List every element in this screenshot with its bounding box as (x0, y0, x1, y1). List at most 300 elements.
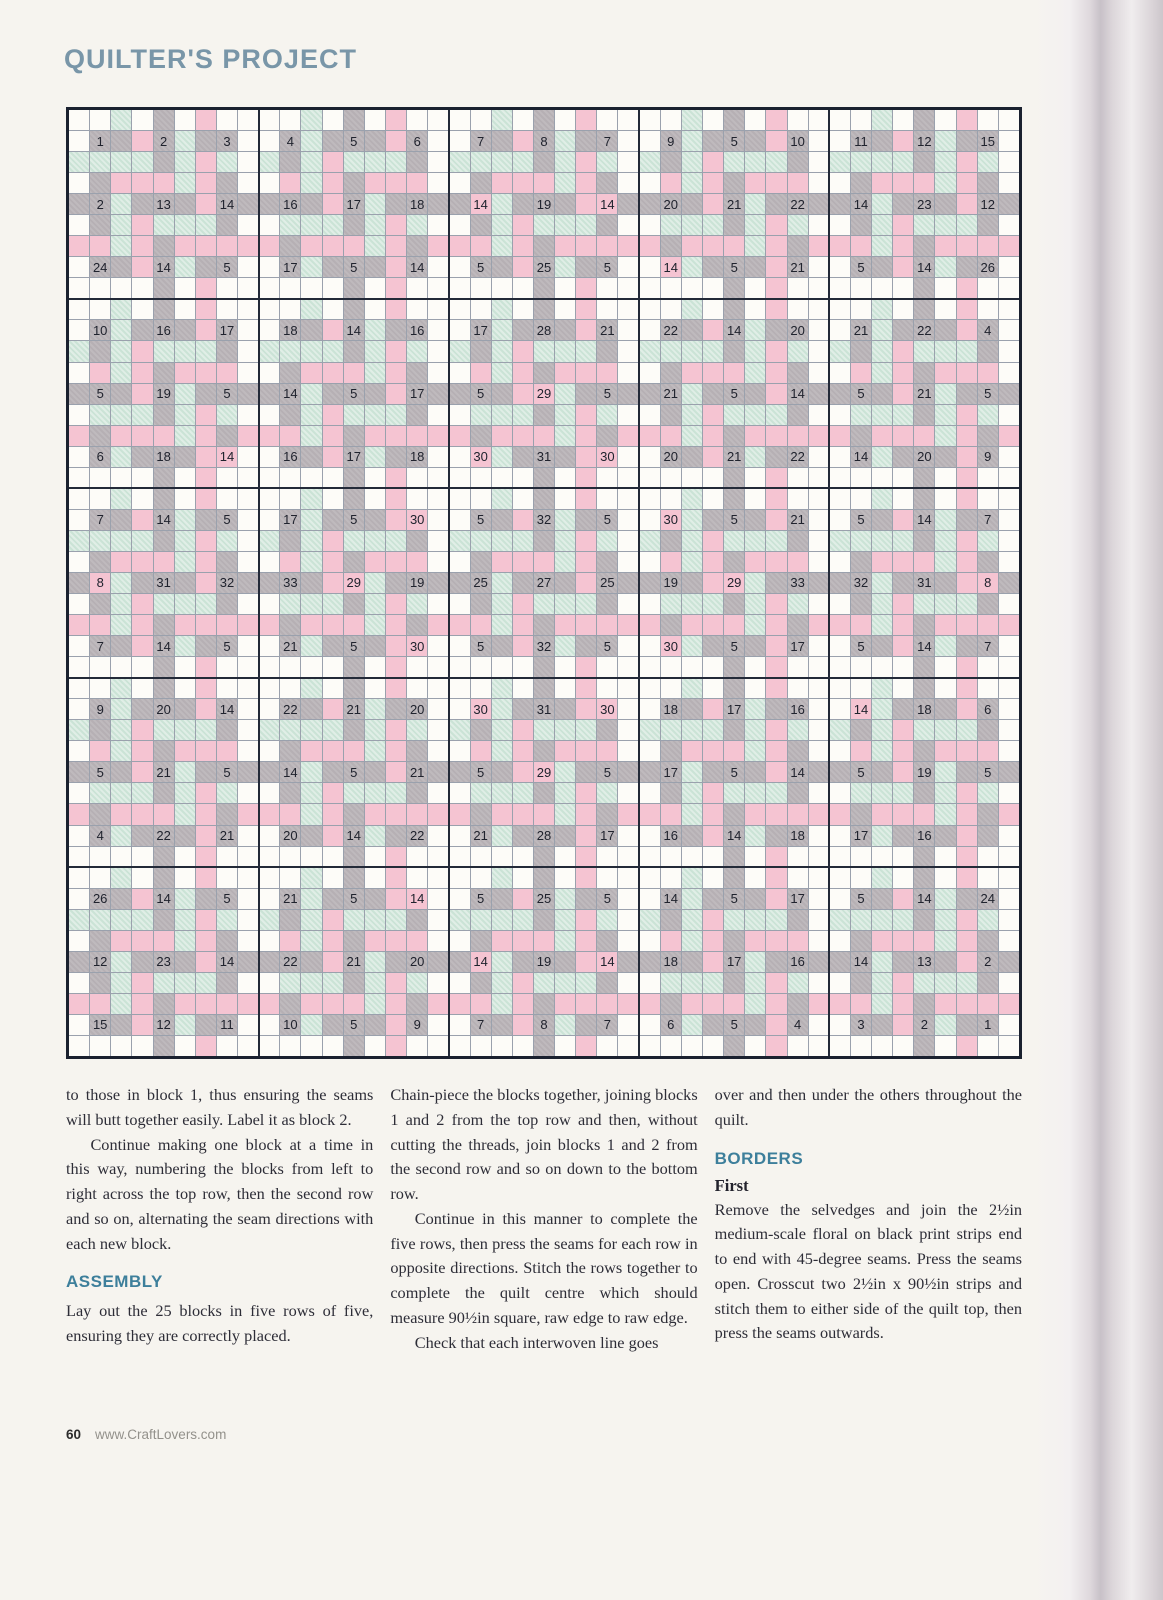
quilt-cell (238, 594, 258, 614)
quilt-cell (90, 152, 110, 172)
body-paragraph: over and then under the others throughout the quilt. (714, 1085, 1022, 1129)
quilt-cell (259, 531, 279, 551)
quilt-cell (914, 910, 934, 930)
quilt-cell (830, 783, 850, 803)
quilt-cell (301, 741, 321, 761)
quilt-cell (513, 131, 533, 151)
quilt-cell (513, 215, 533, 235)
quilt-cell (788, 1036, 808, 1056)
quilt-cell (428, 594, 448, 614)
quilt-cell (90, 405, 110, 425)
quilt-cell (449, 594, 469, 614)
quilt-cell (196, 110, 216, 130)
quilt-cell (978, 804, 998, 824)
block-number-cell: 5 (344, 636, 364, 656)
quilt-cell (766, 973, 786, 993)
quilt-cell (851, 994, 871, 1014)
quilt-cell (365, 552, 385, 572)
quilt-cell (534, 594, 554, 614)
block-number-cell: 14 (154, 889, 174, 909)
quilt-cell (766, 573, 786, 593)
quilt-cell (745, 384, 765, 404)
quilt-cell (957, 573, 977, 593)
quilt-cell (259, 447, 279, 467)
quilt-cell (90, 931, 110, 951)
quilt-cell (640, 468, 660, 488)
quilt-cell (132, 1036, 152, 1056)
quilt-cell (344, 552, 364, 572)
quilt-cell (407, 804, 427, 824)
quilt-cell (471, 363, 491, 383)
quilt-cell (449, 110, 469, 130)
quilt-cell (682, 215, 702, 235)
quilt-cell (154, 910, 174, 930)
page-title: QUILTER'S PROJECT (64, 44, 357, 74)
quilt-cell (280, 405, 300, 425)
quilt-cell (999, 847, 1019, 867)
quilt-cell (978, 299, 998, 319)
quilt-cell (576, 741, 596, 761)
quilt-cell (872, 636, 892, 656)
quilt-cell (449, 152, 469, 172)
quilt-cell (935, 847, 955, 867)
block-number-cell: 5 (851, 889, 871, 909)
quilt-cell (196, 194, 216, 214)
quilt-cell (555, 594, 575, 614)
quilt-cell (132, 573, 152, 593)
quilt-cell (111, 741, 131, 761)
quilt-cell (978, 215, 998, 235)
quilt-cell (513, 257, 533, 277)
quilt-cell (809, 152, 829, 172)
quilt-cell (132, 636, 152, 656)
quilt-cell (492, 1036, 512, 1056)
quilt-cell (703, 636, 723, 656)
quilt-cell (682, 299, 702, 319)
article-column-1 (66, 1083, 373, 1355)
quilt-cell (618, 804, 638, 824)
quilt-cell (386, 426, 406, 446)
quilt-cell (344, 994, 364, 1014)
block-number-cell: 8 (534, 131, 554, 151)
quilt-cell (175, 384, 195, 404)
quilt-cell (111, 152, 131, 172)
quilt-cell (724, 341, 744, 361)
quilt-cell (196, 384, 216, 404)
quilt-cell (703, 931, 723, 951)
quilt-cell (999, 363, 1019, 383)
quilt-cell (449, 215, 469, 235)
quilt-cell (703, 741, 723, 761)
quilt-cell (703, 405, 723, 425)
quilt-cell (301, 826, 321, 846)
quilt-cell (301, 657, 321, 677)
quilt-cell (513, 531, 533, 551)
quilt-cell (238, 952, 258, 972)
quilt-cell (640, 447, 660, 467)
quilt-cell (344, 236, 364, 256)
block-number-cell: 5 (471, 257, 491, 277)
quilt-cell (809, 426, 829, 446)
quilt-cell (745, 1015, 765, 1035)
quilt-cell (745, 131, 765, 151)
quilt-cell (259, 1036, 279, 1056)
quilt-cell (978, 973, 998, 993)
quilt-cell (69, 994, 89, 1014)
quilt-cell (428, 783, 448, 803)
quilt-cell (809, 720, 829, 740)
quilt-cell (893, 952, 913, 972)
quilt-cell (893, 594, 913, 614)
quilt-cell (893, 615, 913, 635)
quilt-cell (957, 510, 977, 530)
quilt-cell (555, 699, 575, 719)
quilt-cell (851, 973, 871, 993)
quilt-cell (407, 847, 427, 867)
quilt-cell (999, 447, 1019, 467)
quilt-cell (640, 363, 660, 383)
quilt-cell (724, 678, 744, 698)
block-number-cell: 2 (978, 952, 998, 972)
quilt-cell (238, 468, 258, 488)
quilt-cell (238, 720, 258, 740)
quilt-cell (809, 173, 829, 193)
quilt-cell (280, 489, 300, 509)
quilt-cell (661, 847, 681, 867)
quilt-cell (492, 973, 512, 993)
quilt-cell (830, 762, 850, 782)
quilt-cell (492, 804, 512, 824)
quilt-cell (935, 363, 955, 383)
block-number-cell: 5 (597, 636, 617, 656)
block-number-cell: 5 (90, 384, 110, 404)
quilt-cell (661, 868, 681, 888)
block-number-cell: 5 (90, 762, 110, 782)
block-number-cell: 29 (534, 384, 554, 404)
quilt-cell (766, 678, 786, 698)
block-number-cell: 10 (90, 320, 110, 340)
quilt-cell (196, 615, 216, 635)
quilt-cell (428, 910, 448, 930)
quilt-cell (576, 720, 596, 740)
block-number-cell: 16 (407, 320, 427, 340)
quilt-cell (999, 194, 1019, 214)
quilt-cell (238, 278, 258, 298)
quilt-cell (259, 552, 279, 572)
quilt-cell (555, 194, 575, 214)
quilt-cell (301, 236, 321, 256)
quilt-cell (428, 531, 448, 551)
quilt-cell (154, 720, 174, 740)
quilt-cell (597, 236, 617, 256)
quilt-cell (724, 489, 744, 509)
quilt-cell (492, 910, 512, 930)
quilt-cell (682, 468, 702, 488)
quilt-cell (111, 804, 131, 824)
quilt-cell (957, 973, 977, 993)
quilt-cell (449, 573, 469, 593)
quilt-cell (597, 910, 617, 930)
quilt-cell (830, 194, 850, 214)
block-number-cell: 5 (724, 636, 744, 656)
quilt-cell (999, 278, 1019, 298)
quilt-cell (640, 678, 660, 698)
quilt-cell (175, 320, 195, 340)
quilt-cell (534, 405, 554, 425)
quilt-cell (576, 615, 596, 635)
quilt-cell (597, 152, 617, 172)
quilt-cell (238, 320, 258, 340)
quilt-cell (217, 152, 237, 172)
quilt-cell (513, 510, 533, 530)
quilt-cell (766, 636, 786, 656)
quilt-cell (471, 594, 491, 614)
quilt-cell (69, 699, 89, 719)
quilt-cell (872, 594, 892, 614)
quilt-cell (90, 741, 110, 761)
block-number-cell: 17 (280, 510, 300, 530)
quilt-cell (90, 594, 110, 614)
quilt-cell (978, 1036, 998, 1056)
quilt-cell (175, 447, 195, 467)
quilt-cell (893, 257, 913, 277)
quilt-cell (238, 447, 258, 467)
quilt-cell (872, 931, 892, 951)
block-number-cell: 14 (217, 952, 237, 972)
body-paragraph: Continue making one block at a time in this way, numbering the blocks from left to right across the top row, then the second row and so on, alternating the seam directions with each new block. (66, 1134, 374, 1253)
quilt-cell (745, 678, 765, 698)
quilt-cell (576, 320, 596, 340)
quilt-cell (238, 131, 258, 151)
quilt-cell (344, 847, 364, 867)
quilt-cell (534, 678, 554, 698)
quilt-cell (259, 994, 279, 1014)
quilt-cell (449, 320, 469, 340)
quilt-cell (957, 868, 977, 888)
quilt-cell (872, 889, 892, 909)
quilt-cell (618, 384, 638, 404)
quilt-cell (957, 489, 977, 509)
quilt-cell (323, 341, 343, 361)
quilt-cell (513, 426, 533, 446)
quilt-cell (217, 552, 237, 572)
quilt-cell (935, 573, 955, 593)
quilt-cell (661, 678, 681, 698)
quilt-cell (449, 341, 469, 361)
quilt-cell (492, 826, 512, 846)
quilt-cell (513, 657, 533, 677)
quilt-cell (196, 952, 216, 972)
quilt-cell (576, 215, 596, 235)
quilt-cell (618, 573, 638, 593)
quilt-cell (618, 678, 638, 698)
quilt-cell (682, 447, 702, 467)
block-number-cell: 30 (407, 510, 427, 530)
quilt-cell (830, 131, 850, 151)
quilt-cell (344, 363, 364, 383)
quilt-cell (703, 889, 723, 909)
block-number-cell: 30 (661, 636, 681, 656)
quilt-cell (914, 847, 934, 867)
quilt-cell (90, 110, 110, 130)
quilt-cell (111, 194, 131, 214)
quilt-cell (69, 952, 89, 972)
quilt-cell (217, 426, 237, 446)
quilt-cell (534, 426, 554, 446)
quilt-cell (154, 363, 174, 383)
quilt-cell (957, 131, 977, 151)
quilt-cell (365, 636, 385, 656)
quilt-cell (217, 783, 237, 803)
block-number-cell: 24 (90, 257, 110, 277)
quilt-cell (872, 678, 892, 698)
quilt-cell (978, 110, 998, 130)
quilt-cell (301, 363, 321, 383)
block-number-cell: 16 (154, 320, 174, 340)
quilt-cell (280, 615, 300, 635)
quilt-cell (238, 657, 258, 677)
quilt-cell (640, 1036, 660, 1056)
block-number-cell: 31 (914, 573, 934, 593)
quilt-cell (471, 110, 491, 130)
quilt-cell (217, 678, 237, 698)
quilt-cell (386, 236, 406, 256)
block-number-cell: 31 (154, 573, 174, 593)
quilt-cell (428, 678, 448, 698)
quilt-cell (957, 783, 977, 803)
quilt-cell (407, 720, 427, 740)
quilt-cell (259, 847, 279, 867)
quilt-cell (703, 194, 723, 214)
quilt-cell (682, 363, 702, 383)
quilt-cell (428, 931, 448, 951)
quilt-cell (90, 868, 110, 888)
quilt-cell (280, 657, 300, 677)
quilt-cell (238, 741, 258, 761)
quilt-cell (111, 468, 131, 488)
block-number-cell: 5 (344, 131, 364, 151)
quilt-cell (978, 720, 998, 740)
quilt-cell (344, 615, 364, 635)
quilt-cell (682, 489, 702, 509)
quilt-cell (175, 426, 195, 446)
quilt-cell (492, 889, 512, 909)
block-number-cell: 4 (90, 826, 110, 846)
quilt-cell (830, 615, 850, 635)
quilt-cell (132, 1015, 152, 1035)
quilt-cell (386, 447, 406, 467)
quilt-cell (999, 1015, 1019, 1035)
quilt-cell (111, 426, 131, 446)
quilt-cell (978, 783, 998, 803)
quilt-cell (555, 110, 575, 130)
block-number-cell: 15 (90, 1015, 110, 1035)
quilt-cell (809, 1036, 829, 1056)
quilt-cell (745, 720, 765, 740)
quilt-cell (935, 783, 955, 803)
block-number-cell: 30 (661, 510, 681, 530)
quilt-cell (90, 804, 110, 824)
quilt-cell (386, 531, 406, 551)
quilt-cell (259, 573, 279, 593)
block-number-cell: 19 (534, 194, 554, 214)
quilt-cell (492, 194, 512, 214)
quilt-cell (809, 510, 829, 530)
quilt-cell (175, 236, 195, 256)
quilt-cell (999, 910, 1019, 930)
quilt-cell (640, 783, 660, 803)
quilt-cell (534, 363, 554, 383)
quilt-cell (428, 573, 448, 593)
quilt-cell (914, 173, 934, 193)
quilt-cell (449, 489, 469, 509)
quilt-cell (745, 363, 765, 383)
quilt-cell (703, 173, 723, 193)
quilt-cell (534, 468, 554, 488)
block-number-cell: 5 (978, 384, 998, 404)
quilt-cell (132, 278, 152, 298)
quilt-cell (893, 110, 913, 130)
quilt-cell (132, 910, 152, 930)
quilt-cell (597, 215, 617, 235)
quilt-cell (301, 131, 321, 151)
quilt-cell (724, 299, 744, 319)
quilt-cell (999, 573, 1019, 593)
block-number-cell: 5 (724, 510, 744, 530)
quilt-cell (175, 594, 195, 614)
quilt-cell (618, 405, 638, 425)
quilt-cell (555, 510, 575, 530)
quilt-cell (365, 110, 385, 130)
quilt-cell (703, 257, 723, 277)
block-number-cell: 16 (280, 447, 300, 467)
quilt-cell (914, 1036, 934, 1056)
quilt-cell (661, 994, 681, 1014)
quilt-cell (323, 783, 343, 803)
quilt-cell (978, 741, 998, 761)
quilt-cell (576, 299, 596, 319)
quilt-cell (703, 363, 723, 383)
quilt-cell (682, 194, 702, 214)
block-number-cell: 22 (154, 826, 174, 846)
page-number: 60 (66, 1427, 82, 1442)
quilt-cell (132, 699, 152, 719)
quilt-cell (492, 573, 512, 593)
quilt-cell (428, 552, 448, 572)
quilt-cell (365, 804, 385, 824)
quilt-cell (386, 952, 406, 972)
block-number-cell: 25 (597, 573, 617, 593)
quilt-cell (555, 678, 575, 698)
quilt-cell (69, 194, 89, 214)
block-number-cell: 21 (788, 510, 808, 530)
quilt-cell (344, 657, 364, 677)
block-number-cell: 21 (724, 447, 744, 467)
quilt-cell (893, 468, 913, 488)
quilt-cell (111, 699, 131, 719)
block-number-cell: 5 (471, 636, 491, 656)
block-number-cell: 8 (978, 573, 998, 593)
quilt-cell (111, 110, 131, 130)
quilt-cell (872, 804, 892, 824)
quilt-cell (175, 468, 195, 488)
quilt-cell (555, 320, 575, 340)
quilt-cell (830, 594, 850, 614)
quilt-cell (555, 531, 575, 551)
block-number-cell: 25 (471, 573, 491, 593)
quilt-cell (323, 552, 343, 572)
quilt-cell (471, 783, 491, 803)
